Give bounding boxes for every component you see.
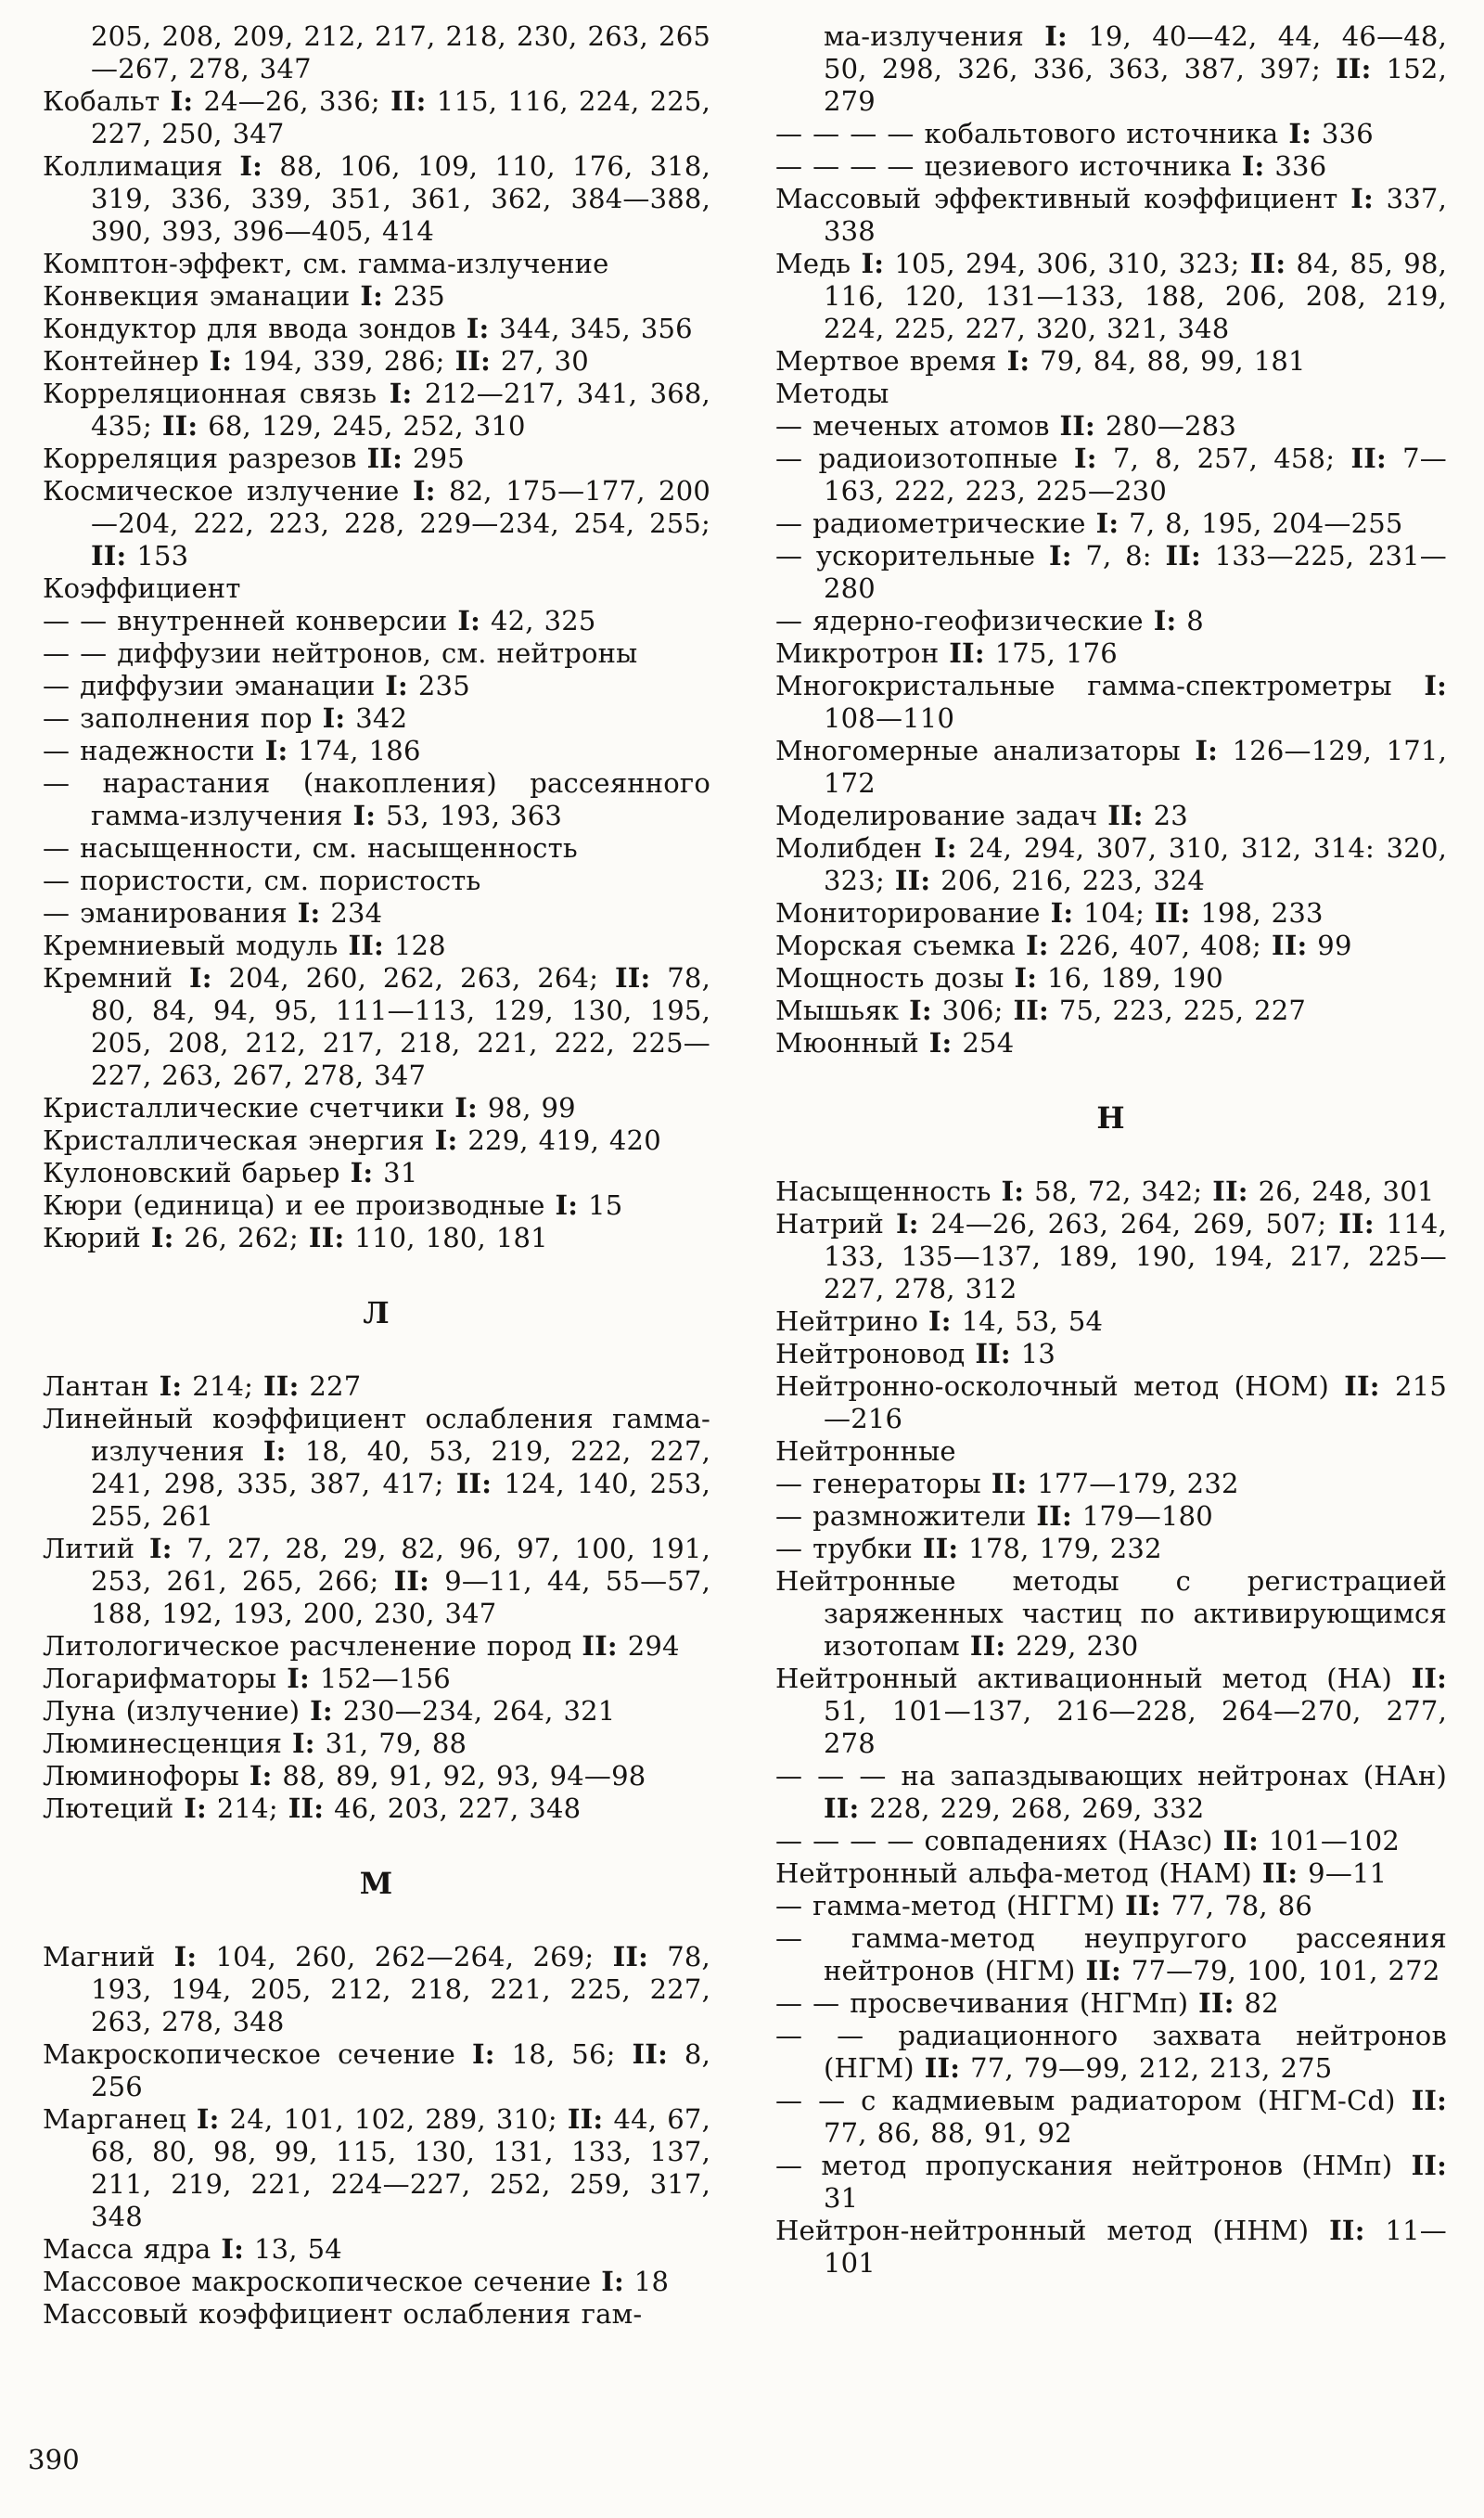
index-entry: Контейнер I: 194, 339, 286; II: 27, 30: [43, 345, 589, 377]
index-entry: — — с кадмиевым радиатором (НГМ-Cd) II: 77, 86, 88, 91, 92: [775, 2085, 1447, 2149]
index-entry: Нейтрон-нейтронный метод (ННМ) II: 11—101: [775, 2215, 1447, 2279]
index-entry: Мониторирование I: 104; II: 198, 233: [775, 897, 1324, 929]
left-column: [43, 20, 710, 2331]
index-entry: — — диффузии нейтронов, см. нейтроны: [43, 637, 638, 669]
index-entry: Многомерные анализаторы I: 126—129, 171, 172: [775, 735, 1448, 799]
index-entry: Конвекция эманации I: 235: [43, 280, 445, 312]
index-entry: Кремниевый модуль II: 128: [43, 930, 446, 961]
index-entry: Натрий I: 24—26, 263, 264, 269, 507; II: 114, 133, 135—137, 189, 190, 194, 217, 225—227, 278, 312: [775, 1208, 1448, 1304]
index-entry: Кюри (единица) и ее производные I: 15: [43, 1189, 623, 1221]
index-entry: Кулоновский барьер I: 31: [43, 1157, 418, 1188]
index-entry: — радиометрические I: 7, 8, 195, 204—255: [775, 507, 1403, 539]
index-entry: — — — на запаздывающих нейтронах (НАн) II: 228, 229, 268, 269, 332: [775, 1760, 1447, 1824]
index-entry: Литологическое расчленение пород II: 294: [43, 1630, 680, 1662]
index-entry: Корреляционная связь I: 212—217, 341, 368, 435; II: 68, 129, 245, 252, 310: [43, 378, 710, 442]
index-entry: Коллимация I: 88, 106, 109, 110, 176, 318, 319, 336, 339, 351, 361, 362, 384—388, 390, 393, 396—405, 414: [43, 150, 710, 247]
index-entry: Массовый эффективный коэффициент I: 337, 338: [775, 183, 1447, 247]
index-entry: Литий I: 7, 27, 28, 29, 82, 96, 97, 100, 191, 253, 261, 265, 266; II: 9—11, 44, 55—57, 188, 192, 193, 200, 230, 347: [43, 1533, 710, 1629]
index-entry: Мышьяк I: 306; II: 75, 223, 225, 227: [775, 995, 1307, 1026]
index-entry: Мертвое время I: 79, 84, 88, 99, 181: [775, 345, 1306, 377]
index-entry: Лютеций I: 214; II: 46, 203, 227, 348: [43, 1792, 582, 1824]
index-entry: — ядерно-геофизические I: 8: [775, 605, 1204, 636]
index-entry: Моделирование задач II: 23: [775, 800, 1188, 831]
index-entry: Макроскопическое сечение I: 18, 56; II: 8, 256: [43, 2038, 711, 2102]
index-entry: Методы: [775, 378, 889, 409]
index-entry: — размножители II: 179—180: [775, 1500, 1213, 1532]
index-entry: Кремний I: 204, 260, 262, 263, 264; II: 78, 80, 84, 94, 95, 111—113, 129, 130, 195, 205, 208, 212, 217, 218, 221, 222, 225—227, 263, 267, 278, 347: [43, 962, 711, 1091]
index-entry: — нарастания (накопления) рассеянного гамма-излучения I: 53, 193, 363: [43, 767, 710, 831]
index-entry: Мюонный I: 254: [775, 1027, 1015, 1059]
index-entry: — — просвечивания (НГМп) II: 82: [775, 1987, 1279, 2019]
index-entry: Логарифматоры I: 152—156: [43, 1663, 451, 1694]
index-entry: Марганец I: 24, 101, 102, 289, 310; II: 44, 67, 68, 80, 98, 99, 115, 130, 131, 133, 137, 211, 219, 221, 224—227, 252, 259, 317, 348: [43, 2103, 710, 2232]
index-entry: Лантан I: 214; II: 227: [43, 1370, 362, 1402]
index-entry: Нейтронный активационный метод (НА) II: 51, 101—137, 216—228, 264—270, 277, 278: [775, 1663, 1447, 1759]
index-entry: Коэффициент: [43, 572, 241, 604]
index-entry: Кюрий I: 26, 262; II: 110, 180, 181: [43, 1222, 548, 1253]
right-column: [775, 20, 1447, 2280]
index-entry: Нейтронный альфа-метод (НАМ) II: 9—11: [775, 1857, 1388, 1889]
index-entry: — — — — кобальтового источника I: 336: [775, 118, 1374, 149]
section-header: Н: [1096, 1100, 1126, 1136]
index-entry: — насыщенности, см. насыщенность: [43, 832, 578, 864]
index-entry: Люминесценция I: 31, 79, 88: [43, 1728, 467, 1759]
index-entry: Нейтроновод II: 13: [775, 1338, 1056, 1369]
index-entry: Массовое макроскопическое сечение I: 18: [43, 2266, 670, 2297]
index-entry: Нейтронно-осколочный метод (НОМ) II: 215—216: [775, 1370, 1447, 1434]
index-entry: — диффузии эманации I: 235: [43, 670, 470, 701]
index-entry: — — — — совпадениях (НАзс) II: 101—102: [775, 1825, 1401, 1856]
index-entry: Морская съемка I: 226, 407, 408; II: 99: [775, 930, 1352, 961]
index-entry: Многокристальные гамма-спектрометры I: 108—110: [775, 670, 1447, 734]
index-entry: Комптон-эффект, см. гамма-излучение: [43, 248, 609, 279]
index-entry: Медь I: 105, 294, 306, 310, 323; II: 84, 85, 98, 116, 120, 131—133, 188, 206, 208, 219, 224, 225, 227, 320, 321, 348: [775, 248, 1448, 344]
index-entry: — — радиационного захвата нейтронов (НГМ) II: 77, 79—99, 212, 213, 275: [775, 2020, 1447, 2084]
index-entry: Нейтронные: [775, 1435, 956, 1467]
index-entry: 205, 208, 209, 212, 217, 218, 230, 263, 265—267, 278, 347: [91, 20, 710, 84]
index-entry: Нейтрино I: 14, 53, 54: [775, 1305, 1104, 1337]
index-entry: Кондуктор для ввода зондов I: 344, 345, 356: [43, 313, 693, 344]
index-entry: Массовый коэффициент ослабления гам-: [43, 2298, 643, 2330]
index-entry: Космическое излучение I: 82, 175—177, 200—204, 222, 223, 228, 229—234, 254, 255; II: 153: [43, 475, 710, 572]
index-entry: — ускорительные I: 7, 8: II: 133—225, 231—280: [775, 540, 1447, 604]
page-number: 390: [28, 2444, 80, 2475]
index-entry: Кобальт I: 24—26, 336; II: 115, 116, 224, 225, 227, 250, 347: [43, 85, 710, 149]
index-entry: Мощность дозы I: 16, 189, 190: [775, 962, 1223, 994]
index-entry: Молибден I: 24, 294, 307, 310, 312, 314: 320, 323; II: 206, 216, 223, 324: [775, 832, 1448, 896]
index-entry: — гамма-метод (НГГМ) II: 77, 78, 86: [775, 1890, 1313, 1921]
index-entry: — трубки II: 178, 179, 232: [775, 1533, 1162, 1564]
index-entry: Кристаллические счетчики I: 98, 99: [43, 1092, 576, 1124]
index-entry: — меченых атомов II: 280—283: [775, 410, 1236, 442]
index-entry: — радиоизотопные I: 7, 8, 257, 458; II: 7—163, 222, 223, 225—230: [775, 443, 1447, 507]
index-entry: — — внутренней конверсии I: 42, 325: [43, 605, 596, 636]
index-entry: Насыщенность I: 58, 72, 342; II: 26, 248, 301: [775, 1175, 1435, 1207]
index-entry: Луна (излучение) I: 230—234, 264, 321: [43, 1695, 616, 1727]
index-entry: — генераторы II: 177—179, 232: [775, 1468, 1239, 1499]
index-entry: Масса ядра I: 13, 54: [43, 2233, 342, 2265]
index-entry: Люминофоры I: 88, 89, 91, 92, 93, 94—98: [43, 1760, 646, 1792]
index-entry: ма-излучения I: 19, 40—42, 44, 46—48, 50, 298, 326, 336, 363, 387, 397; II: 152, 279: [824, 20, 1448, 117]
index-entry: Линейный коэффициент ослабления гамма-излучения I: 18, 40, 53, 219, 222, 227, 241, 298, 335, 387, 417; II: 124, 140, 253, 255, 261: [43, 1403, 711, 1532]
section-header: М: [359, 1866, 394, 1901]
index-entry: Кристаллическая энергия I: 229, 419, 420: [43, 1124, 661, 1156]
index-entry: Корреляция разрезов II: 295: [43, 443, 465, 474]
index-entry: — — — — цезиевого источника I: 336: [775, 150, 1327, 182]
index-entry: — метод пропускания нейтронов (НМп) II: 31: [775, 2150, 1447, 2214]
index-entry: — пористости, см. пористость: [43, 865, 481, 896]
section-header: Л: [363, 1295, 390, 1330]
index-entry: — гамма-метод неупругого рассеяния нейтронов (НГМ) II: 77—79, 100, 101, 272: [775, 1922, 1447, 1986]
index-entry: Магний I: 104, 260, 262—264, 269; II: 78, 193, 194, 205, 212, 218, 221, 225, 227, 263, 278, 348: [43, 1941, 710, 2037]
index-entry: — эманирования I: 234: [43, 897, 383, 929]
index-entry: Нейтронные методы с регистрацией заряженных частиц по активирующимся изотопам II: 229, 230: [775, 1565, 1447, 1662]
index-entry: Микротрон II: 175, 176: [775, 637, 1118, 669]
index-entry: — надежности I: 174, 186: [43, 735, 421, 766]
index-entry: — заполнения пор I: 342: [43, 702, 408, 734]
